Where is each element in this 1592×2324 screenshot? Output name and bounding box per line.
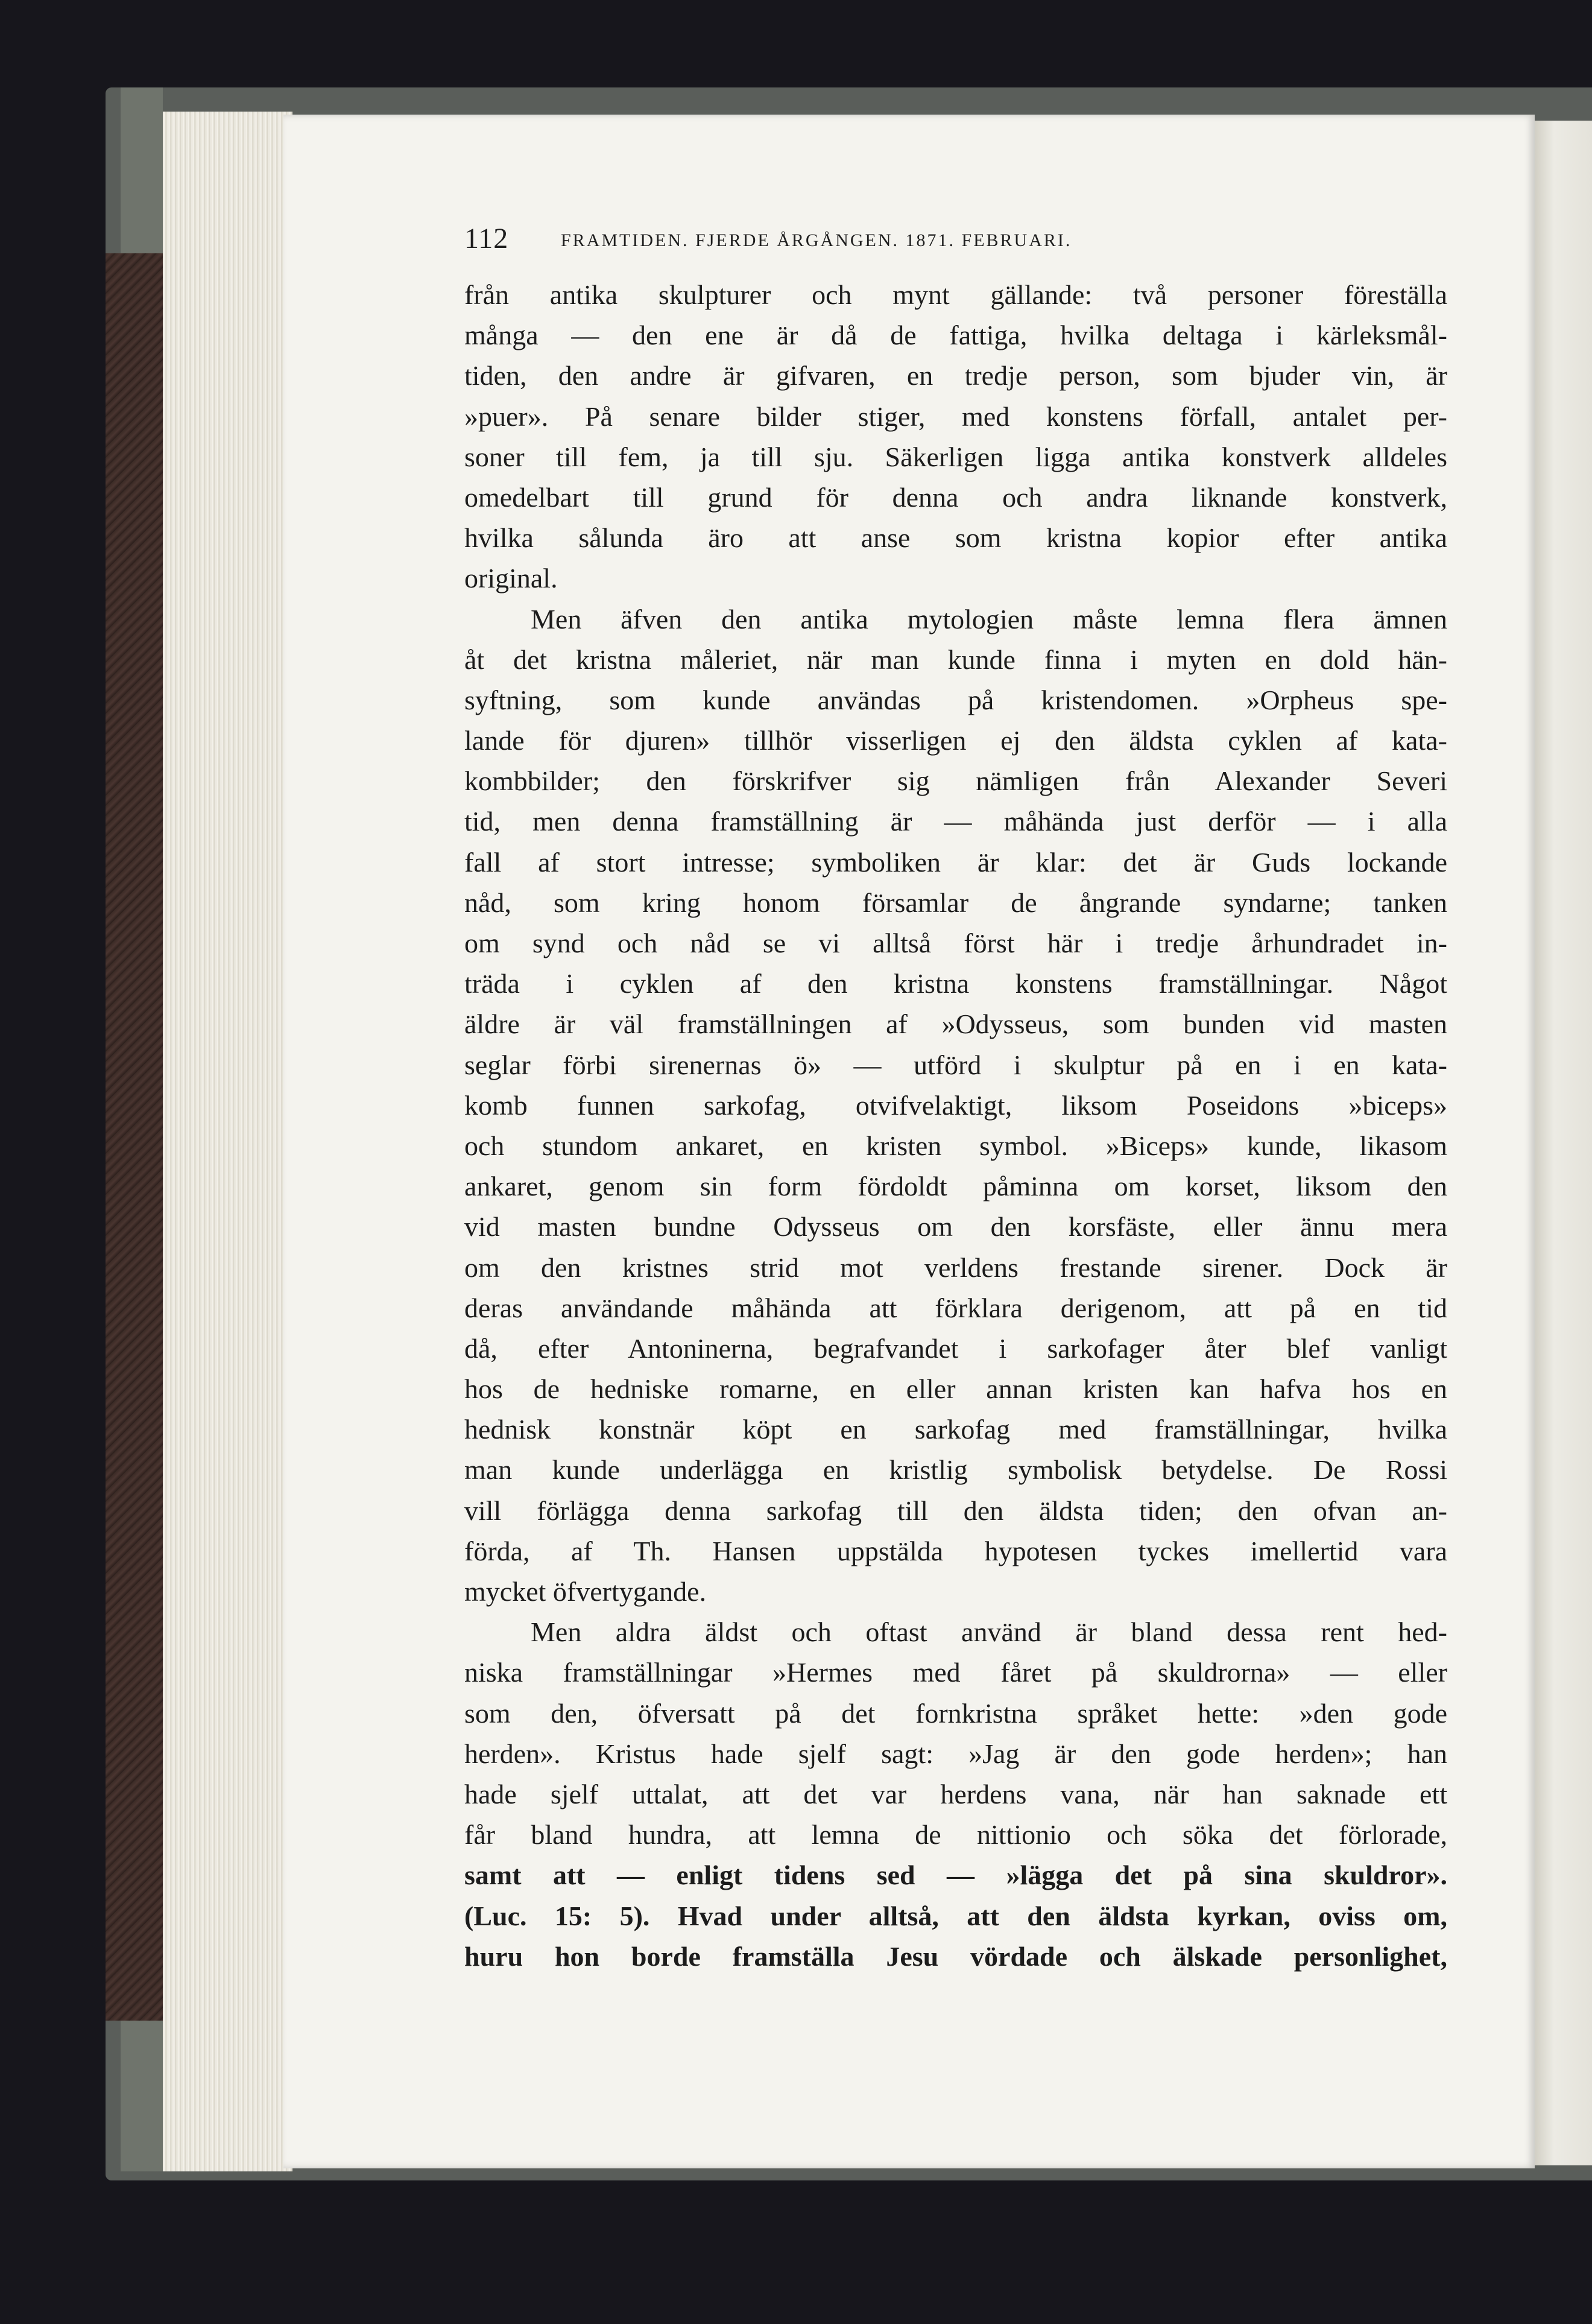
text-line: från antika skulpturer och mynt gällande: två personer föreställa xyxy=(464,279,1447,310)
page-edges xyxy=(163,112,292,2171)
text-line: (Luc. 15: 5). Hvad under alltså, att den äldsta kyrkan, oviss om, xyxy=(464,1900,1447,1931)
text-line: många — den ene är då de fattiga, hvilka deltaga i kärleksmål- xyxy=(464,320,1447,351)
page-number: 112 xyxy=(464,223,509,255)
book-page xyxy=(283,115,1535,2168)
text-line: då, efter Antoninerna, begrafvandet i sarkofager åter blef vanligt xyxy=(464,1332,1447,1364)
text-line: hvilka sålunda äro att anse som kristna kopior efter antika xyxy=(464,522,1447,554)
text-line: nåd, som kring honom församlar de ångrande syndarne; tanken xyxy=(464,887,1447,918)
text-line: åt det kristna måleriet, när man kunde finna i myten en dold hän- xyxy=(464,644,1447,675)
text-line: seglar förbi sirenernas ö» — utförd i skulptur på en i en kata- xyxy=(464,1049,1447,1080)
text-line: omedelbart till grund för denna och andra liknande konstverk, xyxy=(464,481,1447,513)
text-line: mycket öfvertygande. xyxy=(464,1576,707,1607)
text-line: huru hon borde framställa Jesu vördade och älskade personlighet, xyxy=(464,1940,1447,1972)
text-line: deras användande måhända att förklara derigenom, att på en tid xyxy=(464,1292,1447,1323)
text-line: »puer». På senare bilder stiger, med konstens förfall, antalet per- xyxy=(464,401,1447,432)
body-text xyxy=(464,274,1447,1977)
binding-corner-top xyxy=(121,87,163,256)
text-line: förda, af Th. Hansen uppstälda hypotesen tyckes imellertid vara xyxy=(464,1535,1447,1566)
facing-page-edge xyxy=(1529,121,1592,2165)
text-line: syftning, som kunde användas på kristendomen. »Orpheus spe- xyxy=(464,684,1447,715)
text-line: om synd och nåd se vi alltså först här i tredje århundradet in- xyxy=(464,928,1447,958)
text-line: niska framställningar »Hermes med fåret på skuldrorna» — eller xyxy=(464,1657,1447,1688)
text-line: vid masten bundne Odysseus om den korsfäste, eller ännu mera xyxy=(464,1211,1447,1243)
text-line: tid, men denna framställning är — måhända just derför — i alla xyxy=(464,806,1447,837)
marbled-binding xyxy=(106,253,163,2021)
text-line: hos de hedniske romarne, en eller annan kristen kan hafva hos en xyxy=(464,1373,1447,1405)
text-line: och stundom ankaret, en kristen symbol. »Biceps» kunde, likasom xyxy=(464,1130,1447,1161)
running-head: FRAMTIDEN. FJERDE ÅRGÅNGEN. 1871. FEBRUARI. xyxy=(561,230,1072,250)
text-line: soner till fem, ja till sju. Säkerligen ligga antika konstverk alldeles xyxy=(464,441,1447,472)
text-line: herden». Kristus hade sjelf sagt: »Jag är den gode herden»; han xyxy=(464,1738,1447,1769)
text-line: original. xyxy=(464,563,558,594)
text-line: hednisk konstnär köpt en sarkofag med framställningar, hvilka xyxy=(464,1414,1447,1445)
text-line: som den, öfversatt på det fornkristna språket hette: »den gode xyxy=(464,1697,1447,1729)
text-line: fall af stort intresse; symboliken är klar: det är Guds lockande xyxy=(464,846,1447,878)
text-line: lande för djuren» tillhör visserligen ej den äldsta cyklen af kata- xyxy=(464,725,1447,756)
text-line: om den kristnes strid mot verldens frestande sirener. Dock är xyxy=(464,1252,1447,1283)
text-line: vill förlägga denna sarkofag till den äldsta tiden; den ofvan an- xyxy=(464,1495,1447,1526)
text-line: samt att — enligt tidens sed — »lägga det på sina skuldror». xyxy=(464,1860,1447,1891)
binding-corner-bottom xyxy=(121,2021,163,2171)
text-line: hade sjelf uttalat, att det var herdens vana, när han saknade ett xyxy=(464,1778,1447,1809)
text-line: äldre är väl framställningen af »Odysseus, som bunden vid masten xyxy=(464,1008,1447,1040)
text-line: får bland hundra, att lemna de nittionio och söka det förlorade, xyxy=(464,1819,1447,1851)
text-line: Men äfven den antika mytologien måste lemna flera ämnen xyxy=(531,603,1447,635)
text-line: tiden, den andre är gifvaren, en tredje person, som bjuder vin, är xyxy=(464,360,1447,391)
text-line: komb funnen sarkofag, otvifvelaktigt, liksom Poseidons »biceps» xyxy=(464,1089,1447,1121)
text-line: Men aldra äldst och oftast använd är bland dessa rent hed- xyxy=(531,1616,1447,1648)
text-line: kombbilder; den förskrifver sig nämligen från Alexander Severi xyxy=(464,765,1447,797)
text-line: träda i cyklen af den kristna konstens framställningar. Något xyxy=(464,968,1447,999)
text-line: ankaret, genom sin form fördoldt påminna om korset, liksom den xyxy=(464,1171,1447,1202)
text-line: man kunde underlägga en kristlig symbolisk betydelse. De Rossi xyxy=(464,1454,1447,1486)
page-header xyxy=(464,217,1447,259)
